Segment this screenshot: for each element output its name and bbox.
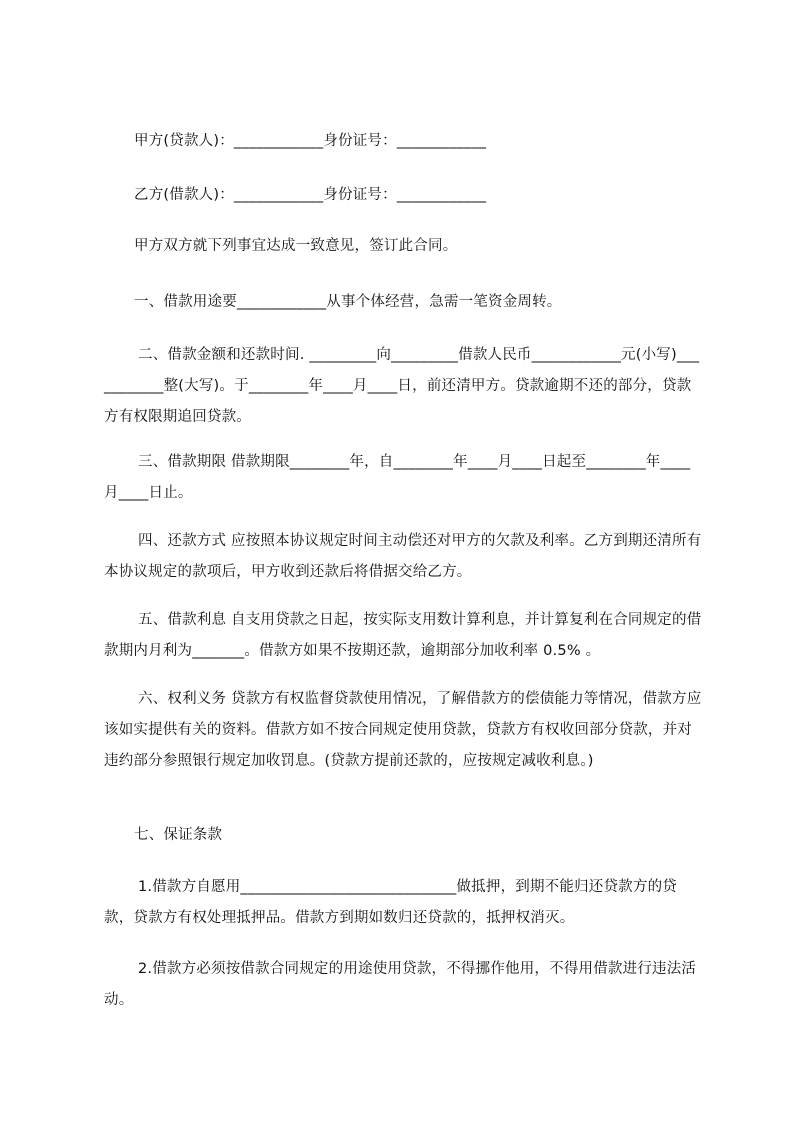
clause-2-amount-and-repayment: 二、借款金额和还款时间. _________向_________借款人民币____________元(小写)___________整(大写)。于________年____月____日，前还清甲方。贷款逾期不还的部分，贷款方有权限期追回贷款。 [104, 347, 700, 425]
clause-7-guarantee-heading: 七、保证条款 [134, 827, 223, 843]
party-a-line: 甲方(贷款人)：____________身份证号：____________ [134, 133, 487, 149]
clause-1-loan-purpose: 一、借款用途要____________从事个体经营，急需一笔资金周转。 [134, 294, 562, 310]
clause-5-interest: 五、借款利息 自支用贷款之日起，按实际支用数计算利息，并计算复利在合同规定的借款期内月利为_______。借款方如果不按期还款，逾期部分加收利率 0.5% 。 [104, 612, 702, 659]
clause-4-repayment-method: 四、还款方式 应按照本协议规定时间主动偿还对甲方的欠款及利率。乙方到期还清所有本协议规定的款项后，甲方收到还款后将借据交给乙方。 [104, 533, 702, 580]
guarantee-item-1: 1.借款方自愿用_____________________________做抵押，到期不能归还贷款方的贷款，贷款方有权处理抵押品。借款方到期如数归还贷款的，抵押权消灭。 [104, 879, 677, 926]
clause-3-loan-term: 三、借款期限 借款期限________年，自________年____月____日起至________年____月____日止。 [104, 454, 691, 501]
guarantee-item-2: 2.借款方必须按借款合同规定的用途使用贷款，不得挪作他用，不得用借款进行违法活动。 [104, 961, 697, 1008]
party-b-line: 乙方(借款人)：____________身份证号：____________ [134, 187, 487, 203]
clause-6-rights-and-obligations: 六、权利义务 贷款方有权监督贷款使用情况，了解借款方的偿债能力等情况，借款方应该如实提供有关的资料。借款方如不按合同规定使用贷款，贷款方有权收回部分贷款，并对违约部分参照银行规定加收罚息。(贷款方提前还款的，应按规定减收利息。) [104, 691, 702, 769]
agreement-intro: 甲方双方就下列事宜达成一致意见，签订此合同。 [134, 238, 458, 254]
